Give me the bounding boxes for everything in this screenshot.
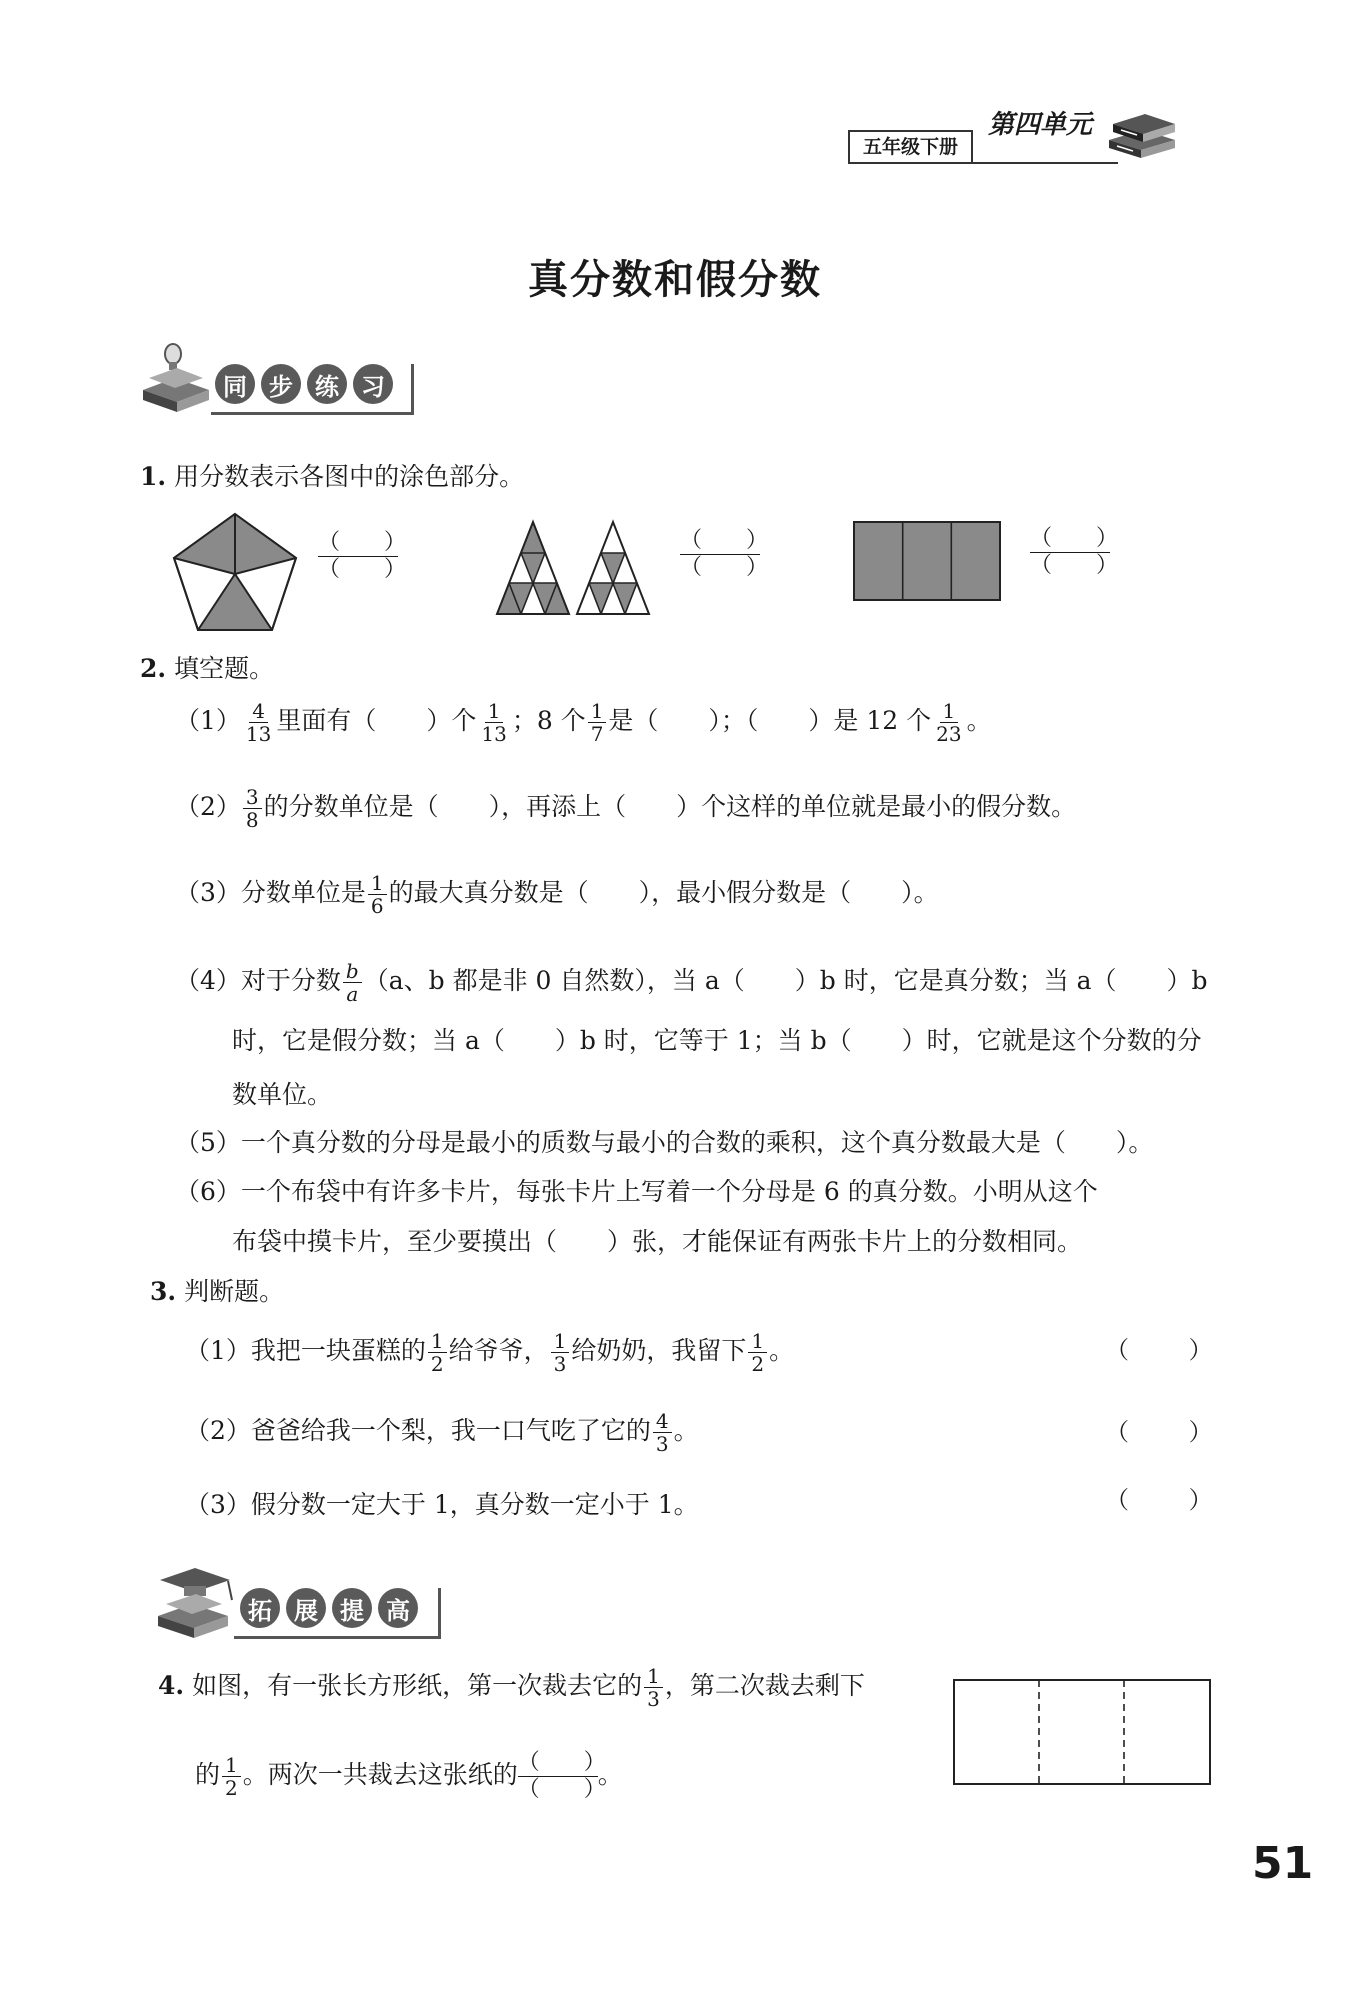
- q2-part-1: [175, 700, 992, 745]
- part-text: 。: [597, 1760, 623, 1789]
- fraction: $\frac{1}{2}$: [428, 1330, 447, 1375]
- header-grade: 五年级下册: [862, 136, 958, 158]
- q2-part-3: [175, 872, 939, 917]
- part-text: 是（ ）；（ ）是 12 个: [608, 706, 932, 735]
- part-text: 的分数单位是（ ），再添上（ ）个这样的单位就是最小的假分数。: [263, 792, 1077, 821]
- section-sync-char: 习: [353, 364, 393, 404]
- fraction: $\frac{1}{3}$: [644, 1665, 663, 1710]
- section-extend-char: 提: [332, 1588, 372, 1628]
- fraction: $\frac{4}{3}$: [653, 1410, 672, 1455]
- section-extend-char: 展: [286, 1588, 326, 1628]
- fraction: $\frac{4}{13}$: [245, 699, 272, 746]
- answer-fraction-1: [318, 530, 407, 583]
- blank-denominator: （ ）: [517, 1777, 606, 1802]
- answer-fraction-3: [1030, 526, 1119, 579]
- q3-part-2: [185, 1410, 699, 1455]
- fraction: $\frac{1}{6}$: [368, 872, 387, 917]
- part-text: 假分数一定大于 1，真分数一定小于 1。: [250, 1490, 699, 1519]
- part-number: （4）: [175, 966, 241, 995]
- question-4: [158, 1665, 865, 1710]
- question-number: 4.: [158, 1671, 185, 1700]
- blank-numerator: （ ）: [517, 1750, 606, 1775]
- part-number: （6）: [175, 1177, 241, 1206]
- question-4-line-2: [195, 1750, 623, 1803]
- header-badge: [848, 100, 1178, 170]
- blank-numerator: （ ）: [318, 530, 407, 555]
- q3-part-3: [185, 1488, 699, 1522]
- section-extend-char: 高: [378, 1588, 418, 1628]
- part-text: 对于分数: [240, 966, 341, 995]
- triangles-figure: [493, 518, 653, 618]
- part-text: 给爷爷，: [448, 1336, 549, 1365]
- question-number: 3.: [150, 1277, 177, 1306]
- fraction: $\frac{1}{7}$: [588, 700, 607, 745]
- blank-numerator: （ ）: [1030, 526, 1119, 551]
- part-text: 一个布袋中有许多卡片，每张卡片上写着一个分母是 6 的真分数。小明从这个: [240, 1177, 1098, 1206]
- paper-rectangle-figure: [952, 1678, 1212, 1788]
- part-text: 给奶奶，我留下: [571, 1336, 747, 1365]
- q2-part-6-line-2: 布袋中摸卡片，至少要摸出（ ）张，才能保证有两张卡片上的分数相同。: [232, 1227, 1083, 1256]
- pentagon-figure: [170, 510, 300, 635]
- section-extend-banner: [150, 1560, 450, 1642]
- q2-part-6: [175, 1175, 1098, 1209]
- part-number: （2）: [185, 1416, 251, 1445]
- lamp-books-icon: [135, 340, 215, 420]
- graduation-books-icon: [150, 1560, 240, 1642]
- q2-part-4: [175, 960, 1208, 1005]
- blank-fraction[interactable]: [517, 1750, 606, 1803]
- part-text: （a、b 都是非 0 自然数），当 a（ ）b 时，它是真分数；当 a（ ）b: [363, 966, 1208, 995]
- blank-fraction[interactable]: [1030, 526, 1119, 579]
- fraction: $\frac{b}{a}$: [343, 960, 362, 1005]
- q2-part-5: [175, 1126, 1153, 1160]
- section-sync-char: 练: [307, 364, 347, 404]
- part-text: 的: [195, 1760, 221, 1789]
- q2-part-4-line-2: 时，它是假分数；当 a（ ）b 时，它等于 1；当 b（ ）时，它就是这个分数的分: [232, 1026, 1202, 1055]
- header-unit: 第四单元: [988, 110, 1093, 140]
- blank-denominator: （ ）: [680, 555, 769, 580]
- section-sync-char: 同: [215, 364, 255, 404]
- question-number: 1.: [140, 462, 167, 491]
- rectangle-figure: [852, 520, 1002, 602]
- fraction: $\frac{3}{8}$: [243, 786, 262, 831]
- page-number: 51: [1252, 1838, 1314, 1889]
- blank-fraction[interactable]: [680, 528, 769, 581]
- question-1: [140, 460, 524, 494]
- judge-blank-3[interactable]: （ ）: [1105, 1486, 1239, 1514]
- blank-numerator: （ ）: [680, 528, 769, 553]
- question-2: [140, 652, 274, 686]
- books-icon: [1103, 100, 1183, 168]
- part-text: 分数单位是: [240, 878, 366, 907]
- judge-blank-1[interactable]: （ ）: [1105, 1336, 1239, 1364]
- part-number: （2）: [175, 792, 241, 821]
- fraction: $\frac{1}{23}$: [936, 699, 962, 746]
- part-text: 。两次一共裁去这张纸的: [242, 1760, 518, 1789]
- part-text: 。: [769, 1336, 795, 1365]
- q2-part-4-line-3: 数单位。: [232, 1080, 333, 1109]
- fraction: $\frac{1}{13}$: [481, 699, 507, 746]
- part-number: （1）: [185, 1336, 251, 1365]
- question-number: 2.: [140, 654, 167, 683]
- fraction: $\frac{1}{2}$: [748, 1330, 767, 1375]
- page-title: 真分数和假分数: [528, 256, 822, 303]
- section-sync-banner: [135, 340, 425, 420]
- blank-denominator: （ ）: [1030, 553, 1119, 578]
- section-sync-title: [215, 364, 399, 404]
- blank-fraction[interactable]: [318, 530, 407, 583]
- section-sync-char: 步: [261, 364, 301, 404]
- question-text: 用分数表示各图中的涂色部分。: [174, 462, 525, 491]
- part-number: （5）: [175, 1128, 241, 1157]
- part-text: ；8 个: [511, 706, 586, 735]
- part-number: （3）: [185, 1490, 251, 1519]
- question-3: [150, 1275, 284, 1309]
- q2-part-2: [175, 786, 1076, 831]
- part-text: 一个真分数的分母是最小的质数与最小的合数的乘积，这个真分数最大是（ ）。: [240, 1128, 1154, 1157]
- part-text: 。: [673, 1416, 699, 1445]
- part-number: （3）: [175, 878, 241, 907]
- fraction: $\frac{1}{3}$: [551, 1330, 570, 1375]
- section-extend-char: 拓: [240, 1588, 280, 1628]
- part-text: 的最大真分数是（ ），最小假分数是（ ）。: [388, 878, 939, 907]
- header-rule: [848, 162, 1118, 164]
- part-text: 爸爸给我一个梨，我一口气吃了它的: [250, 1416, 651, 1445]
- q3-part-1: [185, 1330, 794, 1375]
- part-text: 里面有（ ）个: [276, 706, 477, 735]
- part-text: ，第二次裁去剩下: [664, 1671, 865, 1700]
- answer-fraction-2: [680, 528, 769, 581]
- judge-blank-2[interactable]: （ ）: [1105, 1418, 1239, 1446]
- part-text: 。: [966, 706, 992, 735]
- part-text: 如图，有一张长方形纸，第一次裁去它的: [192, 1671, 643, 1700]
- question-text: 填空题。: [174, 654, 275, 683]
- fraction: $\frac{1}{2}$: [222, 1754, 241, 1799]
- blank-denominator: （ ）: [318, 557, 407, 582]
- section-extend-title: [240, 1588, 424, 1628]
- question-text: 判断题。: [184, 1277, 285, 1306]
- part-number: （1）: [175, 706, 241, 735]
- part-text: 我把一块蛋糕的: [250, 1336, 426, 1365]
